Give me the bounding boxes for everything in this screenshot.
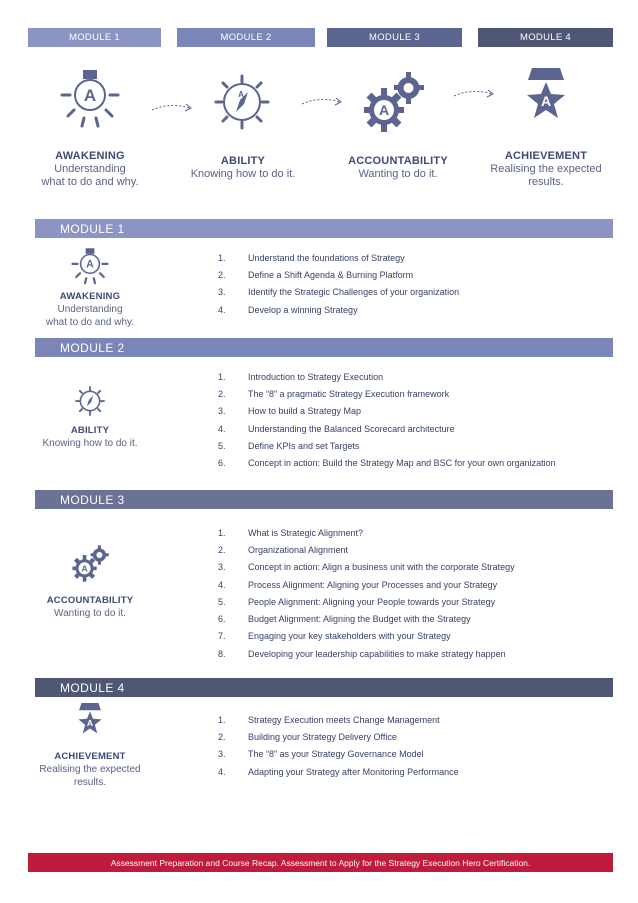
list-item: 4. Understanding the Balanced Scorecard architecture (218, 423, 455, 434)
stage-title: AWAKENING (55, 150, 125, 162)
module-2-list (218, 368, 556, 472)
module-3-caption (30, 594, 150, 620)
list-item-text: People Alignment: Aligning your People towards your Strategy (248, 596, 496, 607)
list-item: 4. Develop a winning Strategy (218, 304, 358, 315)
list-item: 4. Process Alignment: Aligning your Processes and your Strategy (218, 579, 498, 590)
list-item-text: Define a Shift Agenda & Burning Platform (248, 269, 414, 280)
module-4-caption (30, 750, 150, 789)
footer-banner: Assessment Preparation and Course Recap. Assessment to Apply for the Strategy Execution Hero Certification. (28, 853, 613, 872)
svg-text:A: A (86, 258, 94, 271)
module-4-header (35, 678, 613, 697)
list-item: 3. Concept in action: Align a business unit with the corporate Strategy (218, 562, 515, 573)
list-item: 6. Concept in action: Build the Strategy Map and BSC for your own organization (218, 458, 556, 469)
module-3-list (218, 524, 515, 662)
stage-caption-ability (180, 155, 306, 181)
gears-icon (70, 544, 110, 583)
list-item-text: The “8” a pragmatic Strategy Execution framework (248, 388, 450, 399)
list-item: 8. Developing your leadership capabilities to make strategy happen (218, 648, 506, 659)
list-item-text: Process Alignment: Aligning your Processes and your Strategy (248, 579, 498, 590)
list-item-text: Adapting your Strategy after Monitoring Performance (248, 766, 459, 777)
stage-title: ABILITY (220, 155, 266, 167)
list-item-text: Building your Strategy Delivery Office (248, 731, 397, 742)
module-heading: MODULE 4 (60, 680, 125, 695)
stage-description: what to do and why. (45, 317, 135, 328)
svg-text:A: A (378, 102, 390, 118)
stage-title: ACCOUNTABILITY (46, 595, 134, 606)
list-item-text: Understanding the Balanced Scorecard architecture (248, 423, 455, 434)
tab-module-4: MODULE 4 (478, 28, 613, 47)
module-1-header (35, 219, 613, 238)
lightbulb-icon (58, 70, 122, 130)
list-item: 6. Budget Alignment: Aligning the Budget with the Strategy (218, 614, 471, 625)
list-item: 3. Identify the Strategic Challenges of your organization (218, 287, 460, 298)
svg-text:A: A (86, 718, 94, 729)
stage-description: Wanting to do it. (54, 608, 126, 619)
star-badge-icon (76, 703, 104, 737)
list-item: 5. Define KPIs and set Targets (218, 440, 360, 451)
list-item-text: Concept in action: Align a business unit with the corporate Strategy (248, 562, 515, 573)
stage-caption-achievement (482, 150, 610, 189)
stage-description: Understanding (54, 163, 126, 175)
svg-text:A: A (81, 563, 88, 574)
list-item: 1. Strategy Execution meets Change Management (218, 714, 440, 725)
list-item: 5. People Alignment: Aligning your People towards your Strategy (218, 596, 496, 607)
stage-title: ACCOUNTABILITY (348, 155, 448, 167)
list-item: 1. What is Strategic Alignment? (218, 527, 364, 538)
arrow-icon (300, 94, 344, 115)
stage-description: Realising the expected (39, 764, 141, 775)
list-item: 7. Engaging your key stakeholders with your Strategy (218, 631, 451, 642)
stage-caption-accountability (340, 155, 456, 181)
list-item: 3. The “8” as your Strategy Governance Model (218, 749, 424, 760)
module-2-caption (30, 424, 150, 450)
compass-icon (75, 386, 105, 416)
module-3-header (35, 490, 613, 509)
gears-icon (360, 70, 426, 134)
list-item-text: Strategy Execution meets Change Management (248, 714, 440, 725)
arrow-icon (452, 86, 496, 107)
module-1-list (218, 249, 459, 318)
list-item-text: Developing your leadership capabilities to make strategy happen (248, 648, 506, 659)
list-item: 4. Adapting your Strategy after Monitoring Performance (218, 766, 459, 777)
stage-title: ABILITY (70, 425, 110, 436)
list-item: 2. Define a Shift Agenda & Burning Platform (218, 269, 414, 280)
list-item-text: Develop a winning Strategy (248, 304, 358, 315)
svg-text:A: A (540, 93, 552, 109)
compass-icon (214, 74, 270, 130)
stage-description: Knowing how to do it. (42, 438, 138, 449)
list-item-text: Concept in action: Build the Strategy Map and BSC for your own organization (248, 458, 556, 469)
arrow-icon (150, 100, 194, 121)
lightbulb-icon (70, 248, 110, 286)
list-item: 1. Introduction to Strategy Execution (218, 371, 384, 382)
module-heading: MODULE 3 (60, 492, 125, 507)
list-item: 2. Organizational Alignment (218, 544, 349, 555)
stage-description: Realising the expected (490, 163, 602, 175)
list-item-text: How to build a Strategy Map (248, 406, 362, 417)
stage-title: ACHIEVEMENT (54, 751, 126, 762)
module-1-caption (30, 290, 150, 329)
list-item: 2. Building your Strategy Delivery Office (218, 731, 397, 742)
list-item-text: Engaging your key stakeholders with your Strategy (248, 631, 451, 642)
stage-description: Knowing how to do it. (190, 168, 296, 180)
stage-title: ACHIEVEMENT (504, 150, 588, 162)
list-item-text: Define KPIs and set Targets (248, 440, 360, 451)
module-heading: MODULE 2 (60, 340, 125, 355)
list-item-text: Organizational Alignment (248, 544, 349, 555)
list-item-text: Budget Alignment: Aligning the Budget with the Strategy (248, 614, 471, 625)
star-badge-icon (523, 68, 569, 124)
tab-module-1: MODULE 1 (28, 28, 161, 47)
list-item: 2. The “8” a pragmatic Strategy Execution framework (218, 388, 450, 399)
stage-description: results. (528, 176, 564, 188)
stage-description: Wanting to do it. (358, 168, 438, 180)
stage-description: results. (73, 777, 107, 788)
list-item-text: Understand the foundations of Strategy (248, 252, 405, 263)
module-heading: MODULE 1 (60, 221, 125, 236)
stage-caption-awakening (30, 150, 150, 189)
list-item-text: Identify the Strategic Challenges of your organization (248, 287, 460, 298)
svg-text:A: A (238, 90, 244, 99)
list-item-text: What is Strategic Alignment? (248, 527, 364, 538)
list-item-text: The “8” as your Strategy Governance Model (248, 749, 424, 760)
stage-title: AWAKENING (59, 291, 121, 302)
list-item-text: Introduction to Strategy Execution (248, 371, 384, 382)
module-4-list (218, 711, 459, 780)
module-2-header (35, 338, 613, 357)
stage-description: what to do and why. (41, 176, 139, 188)
stage-description: Understanding (57, 304, 123, 315)
svg-text:A: A (83, 86, 97, 105)
list-item: 1. Understand the foundations of Strategy (218, 252, 405, 263)
list-item: 3. How to build a Strategy Map (218, 406, 362, 417)
tab-module-3: MODULE 3 (327, 28, 462, 47)
tab-module-2: MODULE 2 (177, 28, 315, 47)
